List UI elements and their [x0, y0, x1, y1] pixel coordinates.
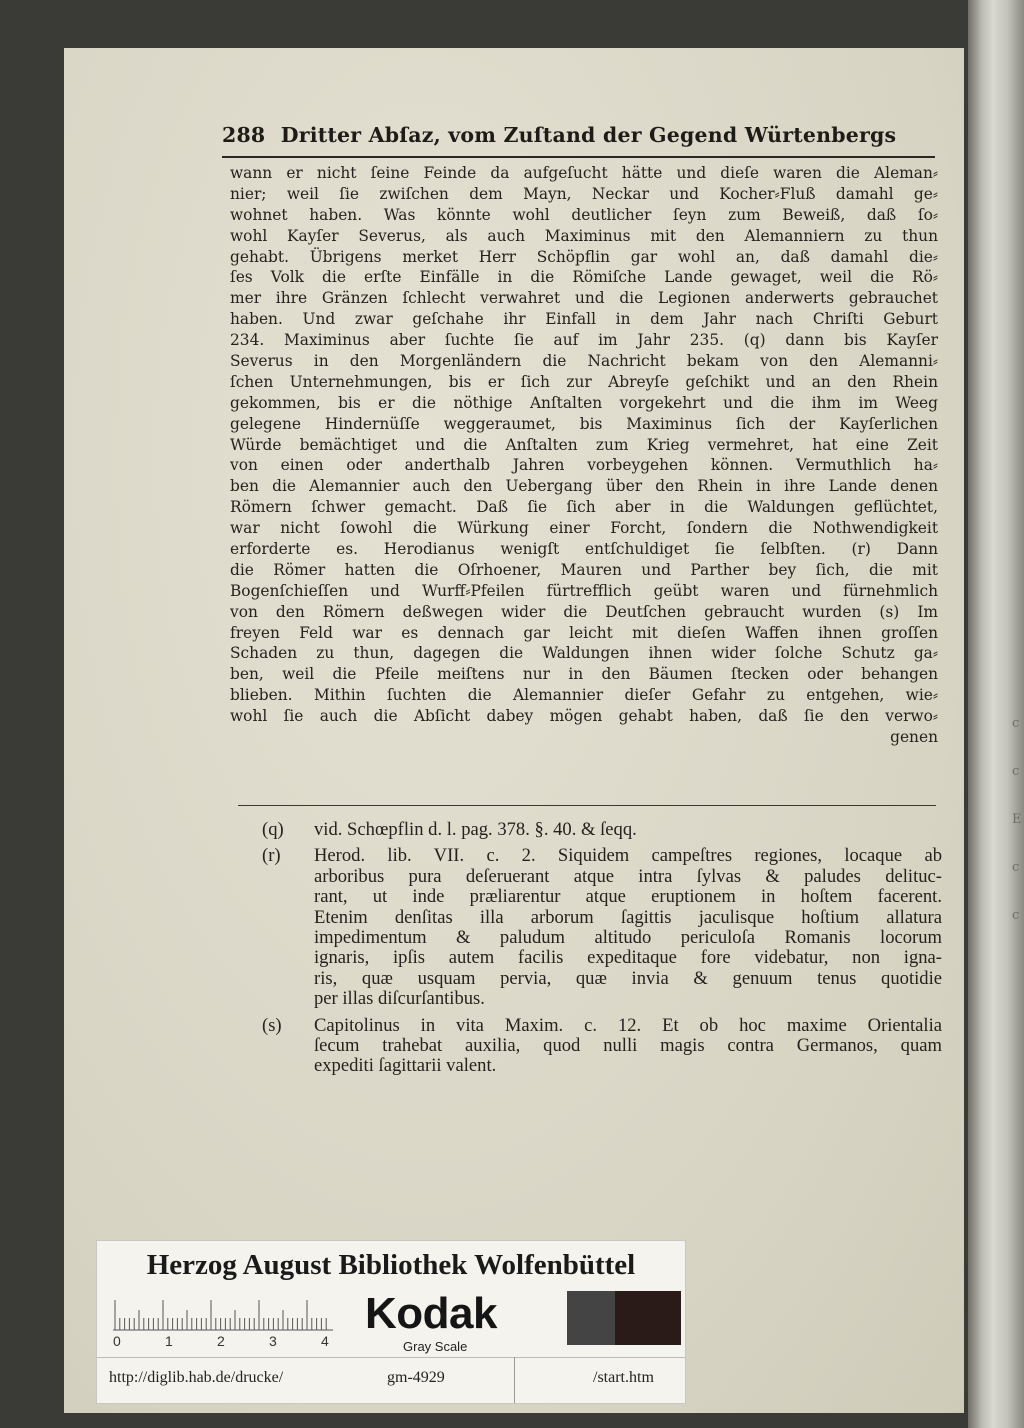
target-card [96, 1240, 686, 1404]
library-name: Herzog August Bibliothek Wolfenbüttel [146, 1249, 636, 1281]
footnote-line: expediti ſagittarii valent. [314, 1055, 497, 1077]
ruler-number: 1 [165, 1333, 173, 1349]
text-line: blieben. Mithin ſuchten die Alemannier dieſer Gefahr zu entgehen, wie⸗ [230, 686, 938, 705]
text-line: wohnet haben. Was könnte wohl deutlicher ſeyn zum Beweiß, daß ſo⸗ [230, 205, 938, 224]
header-rule [222, 156, 935, 158]
ruler-numbers [109, 1333, 349, 1353]
text-line: wann er nicht ſeine Feinde da aufgeſucht hätte und dieſe waren die Aleman⸗ [230, 164, 938, 182]
gray-patch-dark [567, 1291, 615, 1345]
text-line: ſes Volk die erſte Einfälle in die Römiſche Lande gewaget, weil die Rö⸗ [230, 268, 938, 287]
ruler-number: 0 [113, 1333, 121, 1349]
spine-edge-marks: c c E c c [1012, 716, 1022, 923]
ruler-number: 2 [217, 1333, 225, 1349]
card-divider [97, 1357, 685, 1358]
running-title: Dritter Abſaz, vom Zuſtand der Gegend Würtenbergs [280, 123, 897, 147]
gray-patch-black [615, 1291, 681, 1345]
footnote-line: ris, quæ usquam pervia, quæ invia & genuum tenus quotidie [314, 967, 942, 989]
page-number: 288 [222, 123, 266, 147]
footnote-line: Herod. lib. VII. c. 2. Siquidem campeſtres regiones, locaque ab [314, 845, 942, 867]
url-prefix: http://diglib.hab.de/drucke/ [109, 1369, 284, 1386]
footnote-mark: (q) [262, 819, 284, 840]
text-line: Bogenſchieſſen und Wurff⸗Pfeilen fürtrefflich geübt waren und fürnehmlich [230, 581, 938, 600]
text-line: ben die Alemannier auch den Uebergang über den Rhein in ihre Lande denen [230, 477, 938, 496]
text-line: Severus in den Morgenländern die Nachricht bekam von den Alemanni⸗ [230, 352, 938, 371]
text-line: haben. Und zwar geſchahe ihr Einfall in dem Jahr nach Chriſti Geburt [230, 310, 938, 329]
main-text [230, 163, 938, 748]
text-line: 234. Maximinus aber ſuchte ſie auf im Jahr 235. (q) dann bis Kayſer [230, 331, 938, 350]
gray-scale-label: Gray Scale [403, 1339, 468, 1354]
footnote-line: vid. Schœpflin d. l. pag. 378. §. 40. & ſeqq. [314, 819, 637, 840]
shelfmark: gm-4929 [387, 1369, 445, 1386]
text-line: ſchen Unternehmungen, bis er ſich zur Abreyſe geſchikt und an den Rhein [230, 372, 938, 391]
text-line: gekommen, bis er die nöthige Anſtalten vorgekehrt und die ihm im Weeg [230, 393, 938, 412]
catchword: genen [890, 728, 938, 747]
text-line: freyen Feld war es dennach gar leicht mit dieſen Waffen ihnen groſſen [230, 623, 938, 642]
text-line: Schaden zu thun, dagegen die Waldungen ihnen wider ſolche Schutz ga⸗ [230, 644, 938, 663]
ruler-scale [113, 1297, 333, 1331]
text-line: gelegene Hindernüſſe weggeraumet, bis Maximinus ſich der Kayſerlichen [230, 414, 938, 433]
footnote [262, 1016, 942, 1077]
footnote-line: arboribus pura deſeruerant atque intra ſylvas & paludes delituc- [314, 865, 942, 887]
footnote-rule [238, 805, 936, 806]
footnote-mark: (r) [262, 845, 281, 867]
text-line: war nicht ſowohl die Würkung einer Forcht, ſondern die Nothwendigkeit [230, 519, 938, 538]
text-line: erforderte es. Herodianus wenigſt entſchuldiget ſie ſelbſten. (r) Dann [230, 540, 938, 559]
footnote-mark: (s) [262, 1014, 282, 1036]
footnote-line: ſecum trahebat auxilia, quod nulli magis contra Germanos, quam [314, 1035, 942, 1057]
text-line: Würde bemächtiget und die Anſtalten zum Krieg vermehret, hat eine Zeit [230, 435, 938, 454]
footnote [262, 820, 942, 840]
text-line: wohl Kayſer Severus, als auch Maximinus mit den Alemanniern zu thun [230, 226, 938, 245]
ruler-number: 3 [269, 1333, 277, 1349]
footnote [262, 846, 942, 1009]
footnote-line: Etenim denſitas illa arborum ſagittis jaculisque hoſtium allatura [314, 906, 942, 928]
ruler-number: 4 [321, 1333, 329, 1349]
footnote-line: rant, ut inde præliarentur atque eruptionem in hoſtem facerent. [314, 886, 942, 908]
kodak-logo: Kodak [365, 1289, 497, 1338]
text-line: gehabt. Übrigens merket Herr Schöpflin gar wohl an, daß damahl die⸗ [230, 247, 938, 266]
footnote-line: Capitolinus in vita Maxim. c. 12. Et ob hoc maxime Orientalia [314, 1014, 942, 1036]
footnote-line: ignaris, ipſis autem facilis expeditaque fore videbatur, non igna- [314, 947, 942, 969]
url-suffix: /start.htm [593, 1369, 654, 1386]
text-line: mer ihre Gränzen ſchlecht verwahret und die Legionen anderwerts gebrauchet [230, 289, 938, 308]
text-line: die Römer hatten die Oſrhoener, Mauren und Parther bey ſich, die mit [230, 560, 938, 579]
footnote-line: impedimentum & paludum altitudo periculoſa Romanis locorum [314, 927, 942, 949]
text-line: wohl ſie auch die Abſicht dabey mögen gehabt haben, daß ſie den verwo⸗ [230, 707, 938, 726]
running-header [222, 123, 937, 147]
text-line: Römern ſchwer gemacht. Daß ſie ſich aber in die Waldungen geflüchtet, [230, 498, 938, 517]
footnote-line: per illas diſcurſantibus. [314, 988, 485, 1010]
text-line: von einen oder anderthalb Jahren vorbeygehen können. Vermuthlich ha⸗ [230, 456, 938, 475]
card-divider-vertical [514, 1357, 515, 1403]
text-line: ben, weil die Pfeile meiſtens nur in den Bäumen ſtecken oder behangen [230, 665, 938, 684]
footnotes [262, 820, 942, 1077]
text-line: von den Römern deßwegen wider die Deutſchen gebraucht wurden (s) Im [230, 602, 938, 621]
text-line: nier; weil ſie zwiſchen dem Mayn, Neckar und Kocher⸗Fluß damahl ge⸗ [230, 184, 938, 203]
